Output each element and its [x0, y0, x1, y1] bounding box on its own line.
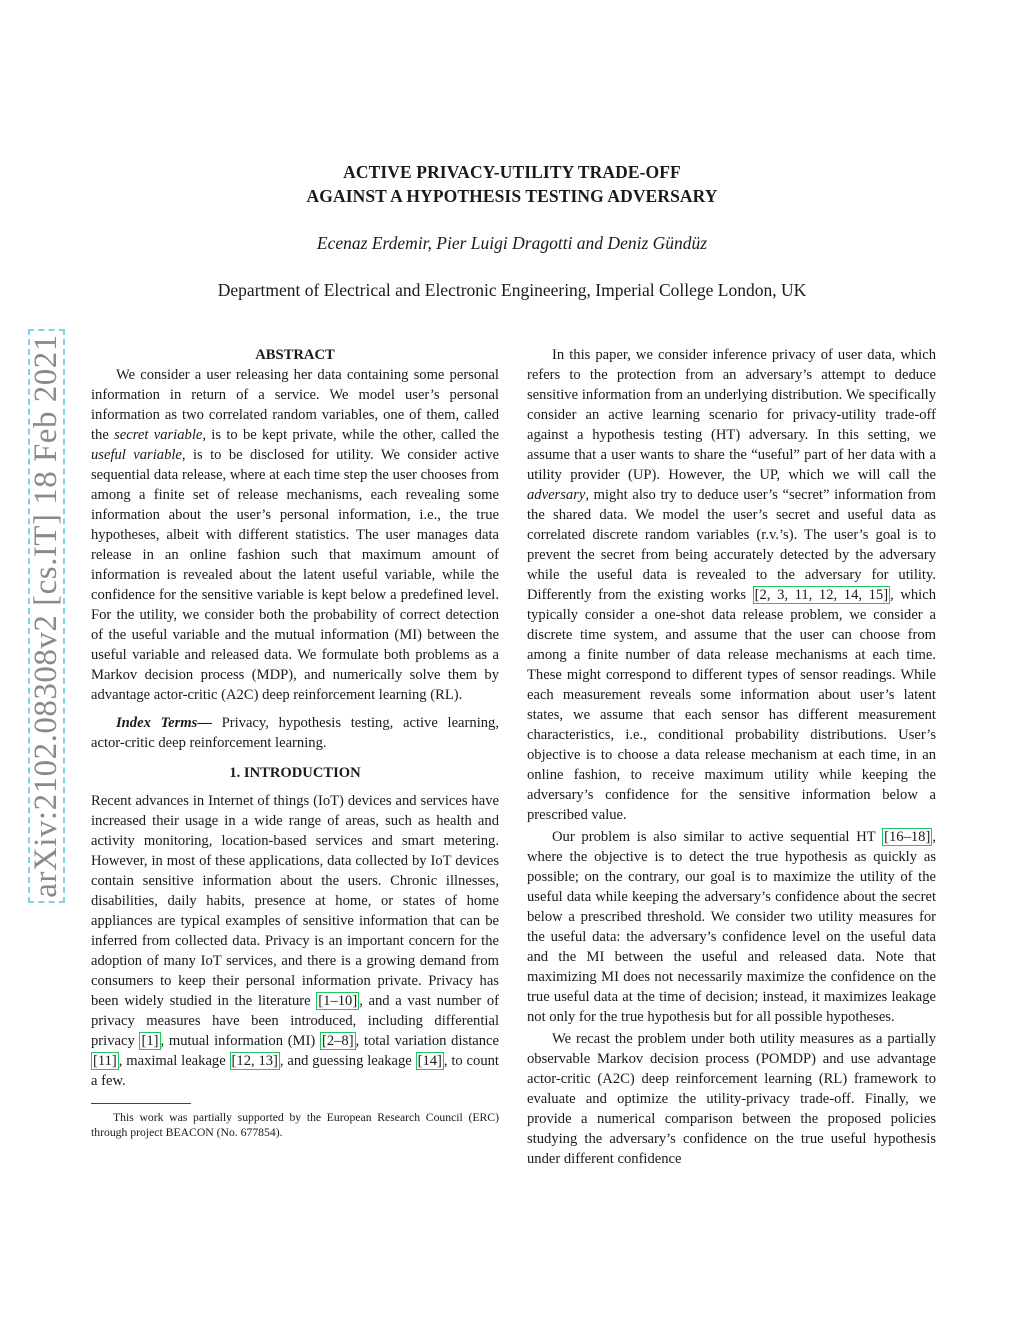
- arxiv-stamp[interactable]: arXiv:2102.08308v2 [cs.IT] 18 Feb 2021: [28, 329, 65, 903]
- abstract-text-1: We consider a user releasing her data containing some personal information in return of a service. We model user’s personal information as two correlated random variables, one of them, called the: [91, 367, 499, 443]
- authors: Ecenaz Erdemir, Pier Luigi Dragotti and Deniz Gündüz: [316, 233, 708, 253]
- title-line-2: AGAINST A HYPOTHESIS TESTING ADVERSARY: [306, 186, 718, 206]
- intro-paragraph: [91, 791, 499, 1091]
- right-text-2: , might also try to deduce user’s “secret” information from the shared data. We model the user’s secret and useful data as correlated discrete random variables (r.v.’s). The user’s goal is to prevent the secret from being accurately detected by the adversary while the useful data is revealed to the adversary for utility. Differently from the existing works: [527, 487, 936, 603]
- useful-variable-term: useful variable: [91, 447, 182, 463]
- intro-text-5: , maximal leakage: [118, 1053, 230, 1069]
- affiliation: Department of Electrical and Electronic Engineering, Imperial College London, UK: [217, 280, 807, 300]
- index-terms-label: Index Terms—: [116, 715, 212, 731]
- citation-link[interactable]: [11]: [93, 1053, 117, 1069]
- right-text-1: In this paper, we consider inference privacy of user data, which refers to the protection from an adversary’s attempt to deduce sensitive information from an underlying distribution. We specifically consider an active learning scenario for privacy-utility trade-off against a hypothesis testing (HT) adversary. In this setting, we assume that a user wants to share the “useful” part of her data with a utility provider (UP). However, the UP, which we will call the: [527, 347, 936, 483]
- index-terms: [91, 713, 499, 753]
- abstract-paragraph: [91, 365, 499, 705]
- right-text-3: , which typically consider a one-shot data release problem, we consider a discrete time system, and assume that the user can choose from among a finite number of data release mechanisms at each time. These might correspond to different types of sensor readings. While each measurement reveals some information about user’s latent states, we assume that each sensor has different measurement characteristics, i.e., conditional probability distributions. User’s objective is to choose a data release mechanism at each time, in an online fashion, to receive maximum utility while keeping the adversary’s confidence for the sensitive information below a prescribed value.: [527, 587, 936, 823]
- intro-text-6: , and guessing leakage: [279, 1053, 416, 1069]
- intro-text-1: Recent advances in Internet of things (IoT) devices and services have increased their usage in a wide range of areas, such as health and activity monitoring, location-based services and smart metering. However, in most of these applications, data collected by IoT devices contain sensitive information about the users. Chronic illnesses, disabilities, daily habits, presence at home, or states of home appliances are typical examples of sensitive information that can be inferred from collected data. Privacy is an important concern for the adoption of many IoT services, and there is a growing demand from consumers to keep their personal information private. Privacy has been widely studied in the literature: [91, 793, 499, 1009]
- citation-link[interactable]: [14]: [417, 1053, 442, 1069]
- citation-link[interactable]: [1]: [141, 1033, 159, 1049]
- citation-link[interactable]: [1–10]: [318, 993, 358, 1009]
- citation-link[interactable]: [2, 3, 11, 12, 14, 15]: [754, 587, 889, 603]
- intro-text-7: , to count a few.: [91, 1053, 499, 1089]
- introduction-heading: 1. INTRODUCTION: [229, 765, 361, 781]
- right-column: [527, 345, 936, 1169]
- index-terms-text: Privacy, hypothesis testing, active learning, actor-critic deep reinforcement learning.: [91, 715, 499, 751]
- secret-variable-term: secret variable: [114, 427, 203, 443]
- right-paragraph-2: [527, 827, 936, 1027]
- right-text-4: Our problem is also similar to active sequential HT: [552, 829, 883, 845]
- intro-text-4: , total variation distance: [355, 1033, 499, 1049]
- citation-link[interactable]: [16–18]: [884, 829, 931, 845]
- right-paragraph-3: We recast the problem under both utility measures as a partially observable Markov decision process (POMDP) and use advantage actor-critic (A2C) deep reinforcement learning (RL) framework to evaluate and optimize the utility-privacy trade-off. Finally, we provide a numerical comparison between the proposed policies studying the adversary’s confidence on the true useful hypothesis under different confidence: [527, 1031, 936, 1167]
- right-text-5: , where the objective is to detect the true hypothesis as quickly as possible; on the contrary, our goal is to maximize the utility of the useful data while keeping the adversary’s confidence about the secret below a prescribed threshold. We consider two utility measures for the useful data: the adversary’s confidence level on the useful data and the MI between the useful and released data. Note that maximizing MI does not necessarily maximize the confidence on the true useful data at the time of decision; instead, it maximizes leakage not only for the true hypothesis but for all possible hypotheses.: [527, 829, 936, 1025]
- funding-footnote: This work was partially supported by the European Research Council (ERC) through project BEACON (No. 677854).: [91, 1111, 499, 1139]
- footnote-divider: [91, 1103, 191, 1104]
- intro-text-3: , mutual information (MI): [160, 1033, 320, 1049]
- abstract-heading: ABSTRACT: [255, 347, 335, 363]
- right-paragraph-1: [527, 345, 936, 825]
- paper-title: [0, 160, 1024, 208]
- abstract-text-2: , is to be kept private, while the other, called the: [202, 427, 499, 443]
- abstract-text-3: , is to be disclosed for utility. We consider active sequential data release, where at each time step the user chooses from among a finite set of release mechanisms, each revealing some information about the user’s personal information, i.e., the true hypotheses, albeit with different statistics. The user manages data release in an online fashion such that maximum amount of information is revealed about the latent useful variable, while the confidence for the sensitive variable is kept below a predefined level. For the utility, we consider both the probability of correct detection of the useful variable and the mutual information (MI) between the useful variable and released data. We formulate both problems as a Markov decision process (MDP), and numerically solve them by advantage actor-critic (A2C) deep reinforcement learning (RL).: [91, 447, 499, 703]
- title-line-1: ACTIVE PRIVACY-UTILITY TRADE-OFF: [343, 162, 681, 182]
- adversary-term: adversary: [527, 487, 586, 503]
- citation-link[interactable]: [2–8]: [321, 1033, 354, 1049]
- left-column: [91, 345, 499, 1140]
- intro-text-2: , and a vast number of privacy measures have been introduced, including differential privacy: [91, 993, 500, 1049]
- citation-link[interactable]: [12, 13]: [231, 1053, 278, 1069]
